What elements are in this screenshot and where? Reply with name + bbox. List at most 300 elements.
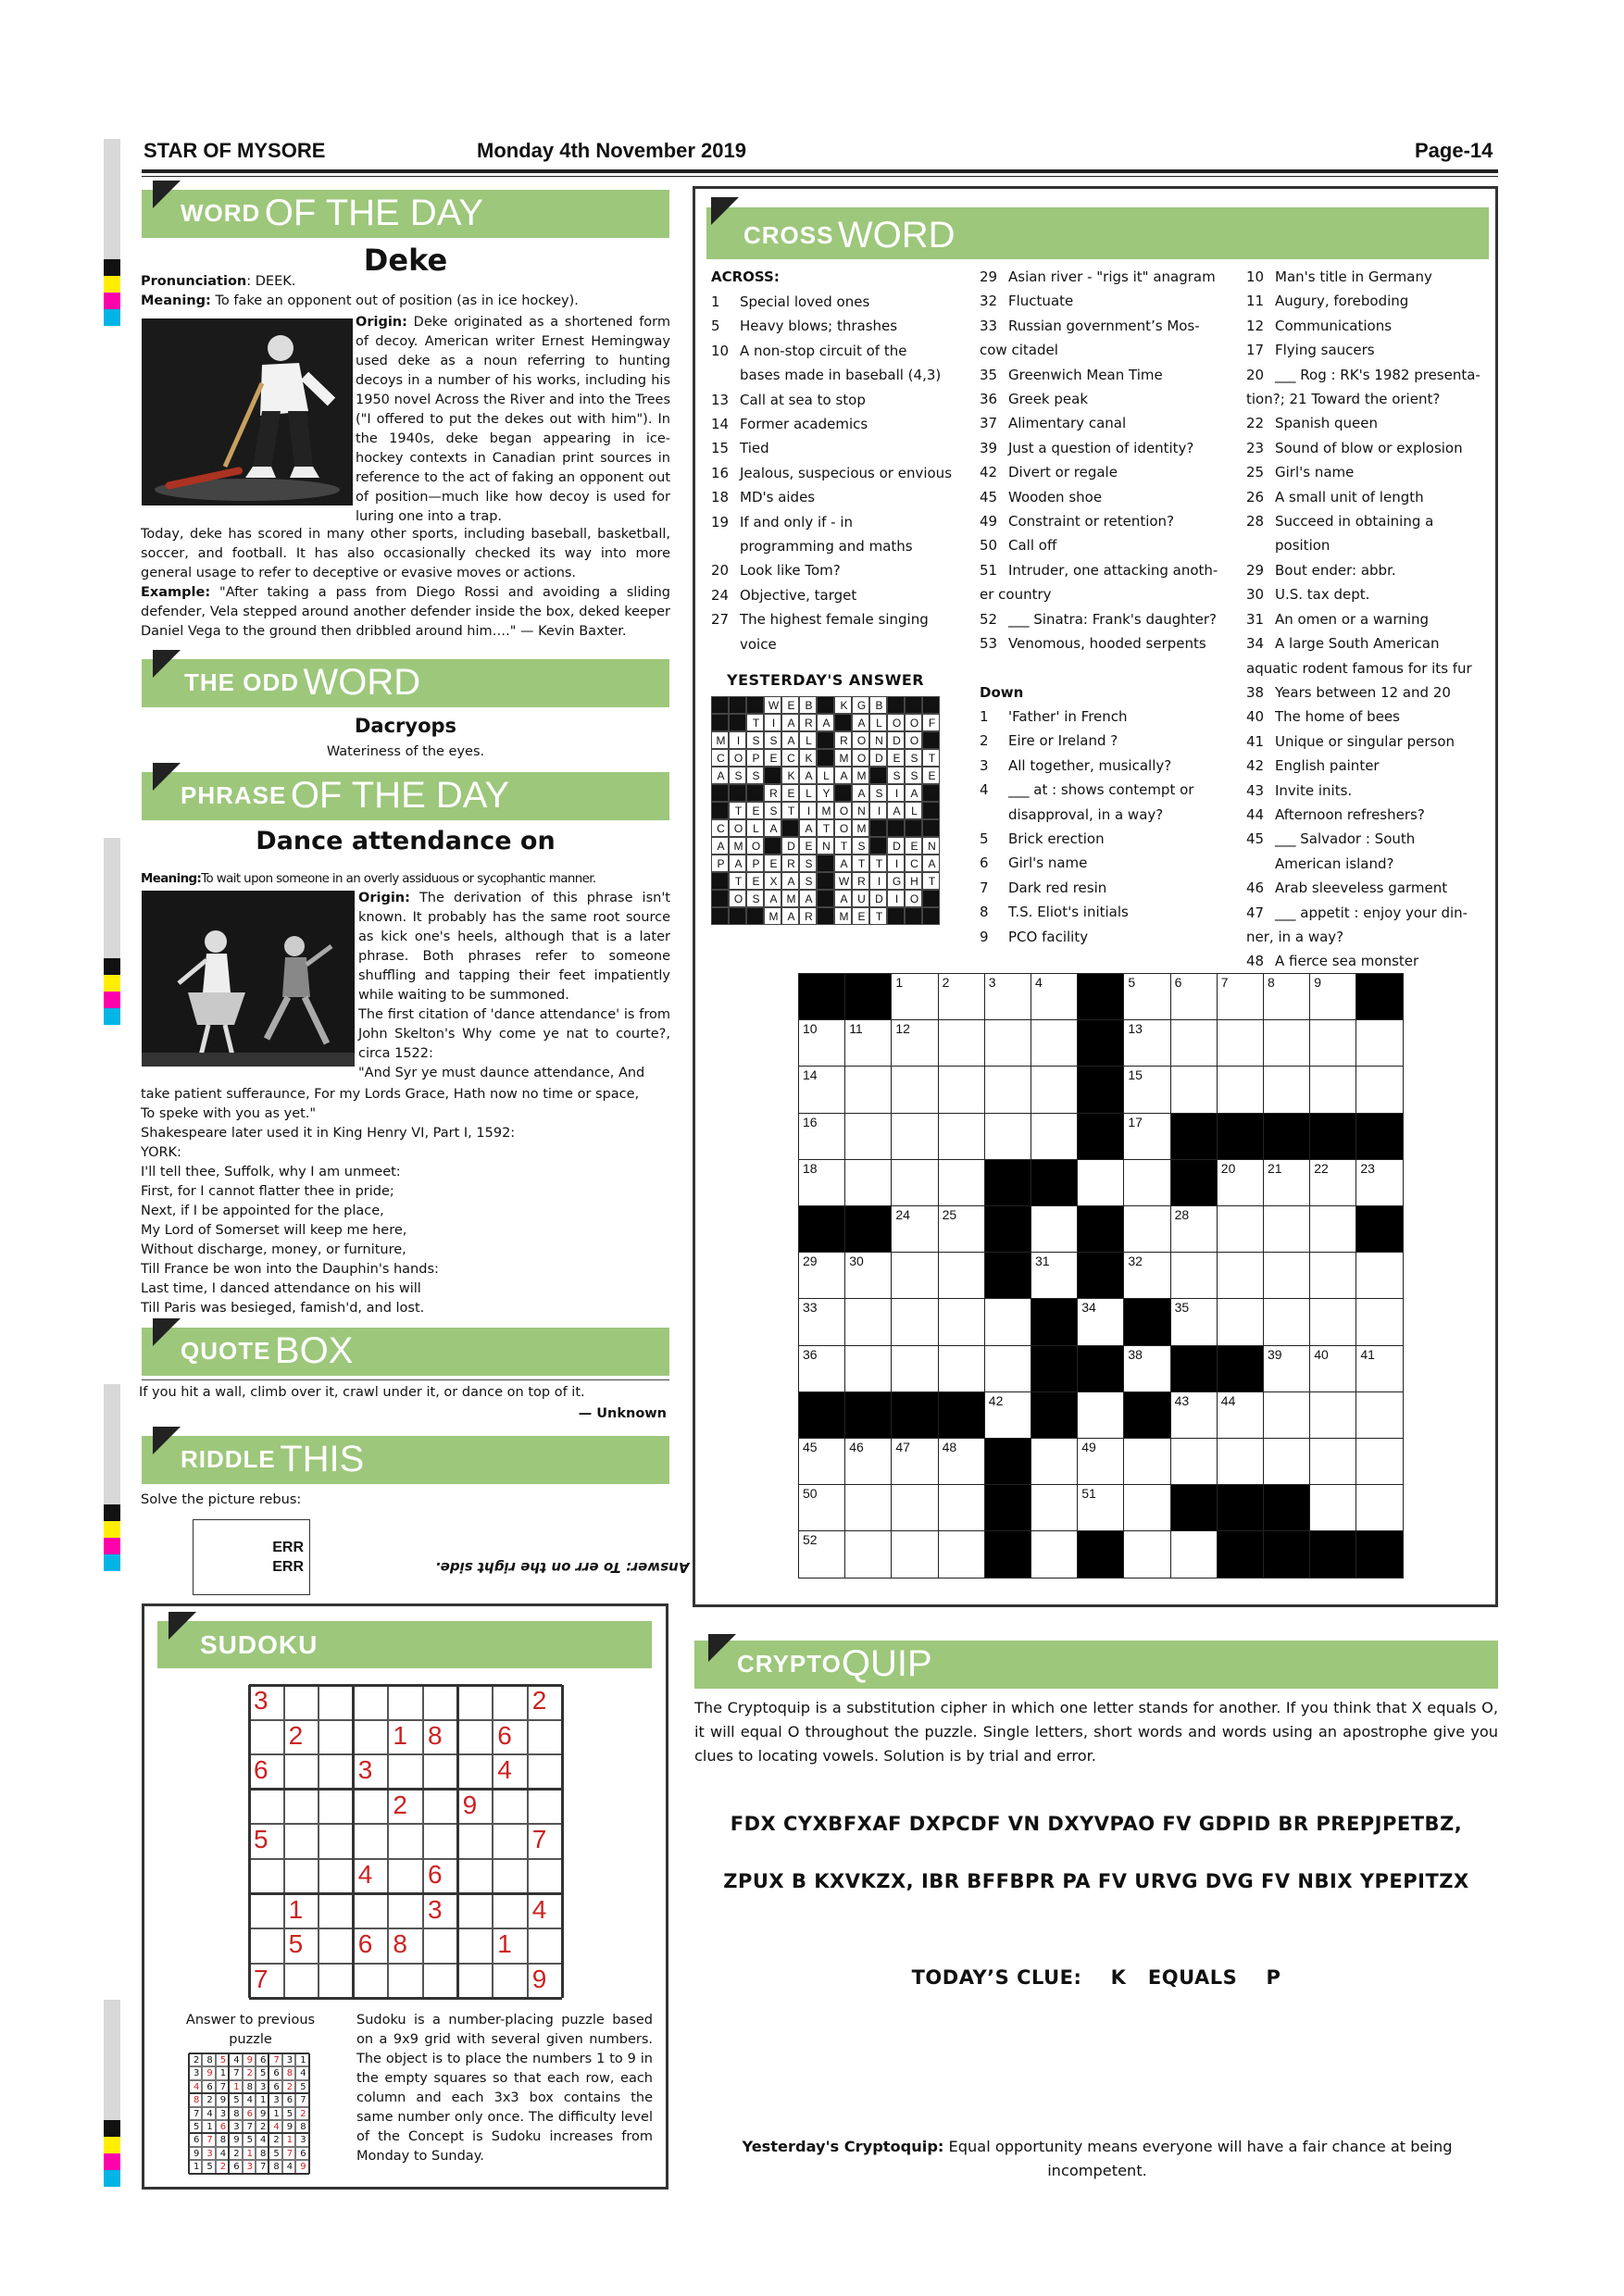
crossword-cell[interactable] — [844, 1113, 892, 1160]
crossword-clue — [980, 754, 1225, 778]
crossword-cell[interactable] — [938, 973, 985, 1020]
yesterday-black-cell — [905, 819, 922, 837]
crossword-cell[interactable] — [798, 1345, 845, 1392]
clue-text: Eire or Ireland ? — [1008, 732, 1118, 750]
crossword-cell[interactable] — [891, 1484, 938, 1531]
sudoku-cell[interactable] — [528, 1894, 563, 1929]
yesterday-cell — [834, 855, 852, 872]
quote-line: Without discharge, money, or furniture, — [141, 1242, 406, 1257]
prev-sudoku-digit: 9 — [246, 2055, 253, 2065]
prev-sudoku-cell — [269, 2160, 281, 2173]
crossword-black-cell — [984, 1484, 1031, 1531]
yesterday-cell — [887, 749, 905, 767]
sudoku-cell[interactable] — [249, 1964, 284, 1999]
crossword-cell[interactable] — [1123, 1345, 1170, 1392]
sudoku-cell[interactable] — [249, 1928, 284, 1964]
sudoku-cell[interactable] — [284, 1720, 319, 1755]
crossword-cell[interactable] — [891, 1530, 938, 1578]
sudoku-cell[interactable] — [284, 1964, 319, 1999]
yesterday-cell — [764, 784, 781, 802]
sudoku-cell[interactable] — [388, 1754, 423, 1790]
crossword-cell[interactable] — [984, 1298, 1031, 1345]
crossword-cell[interactable] — [1217, 1205, 1264, 1253]
crossword-cell[interactable] — [1123, 1019, 1170, 1067]
sudoku-cell[interactable] — [423, 1754, 458, 1790]
color-registration-mark — [104, 2120, 120, 2187]
crossword-cell[interactable] — [1355, 1159, 1403, 1206]
prev-sudoku-cell — [243, 2107, 256, 2120]
sudoku-cell[interactable] — [423, 1928, 458, 1964]
crossword-cell[interactable] — [1263, 1019, 1310, 1067]
clue-text: bases made in baseball (4,3) — [740, 367, 942, 384]
crossword-cell[interactable] — [1170, 1205, 1218, 1253]
crossword-cell[interactable] — [1123, 1066, 1170, 1113]
prev-sudoku-digit: 3 — [246, 2162, 253, 2173]
sudoku-cell[interactable] — [458, 1859, 493, 1894]
crossword-black-cell — [1170, 1159, 1218, 1206]
crossword-cell[interactable] — [938, 1252, 985, 1299]
crossword-cell[interactable] — [1309, 1066, 1356, 1113]
sudoku-cell[interactable] — [528, 1720, 563, 1755]
sudoku-cell[interactable] — [423, 1964, 458, 1999]
crossword-cell[interactable] — [938, 1484, 985, 1531]
sudoku-cell[interactable] — [458, 1754, 493, 1790]
prev-sudoku-digit: 4 — [260, 2135, 267, 2146]
crossword-cell[interactable] — [1170, 1298, 1218, 1345]
yesterday-cell — [905, 890, 922, 907]
crossword-cell[interactable] — [891, 1298, 938, 1345]
sudoku-cell[interactable] — [319, 1894, 354, 1929]
crossword-cell[interactable] — [1263, 973, 1310, 1020]
crossword-cell[interactable] — [1309, 973, 1356, 1020]
crossword-cell[interactable] — [798, 1159, 845, 1206]
crossword-cell[interactable] — [1217, 1066, 1264, 1113]
sudoku-cell[interactable] — [319, 1928, 354, 1964]
crossword-cell[interactable] — [1123, 1530, 1170, 1578]
crossword-clue — [980, 827, 1225, 851]
crossword-cell-number: 38 — [1128, 1346, 1143, 1362]
sudoku-cell[interactable] — [423, 1894, 458, 1929]
crossword-cell[interactable] — [1217, 1252, 1264, 1299]
crossword-cell[interactable] — [938, 1066, 985, 1113]
sudoku-cell[interactable] — [319, 1859, 354, 1894]
crossword-cell[interactable] — [1031, 1484, 1078, 1531]
crossword-cell[interactable] — [1123, 973, 1170, 1020]
sudoku-cell[interactable] — [388, 1790, 423, 1825]
crossword-cell[interactable] — [1031, 973, 1078, 1020]
yesterday-cell — [922, 872, 940, 890]
crossword-cell[interactable] — [1123, 1159, 1170, 1206]
crossword-cell[interactable] — [1217, 973, 1264, 1020]
sudoku-cell[interactable] — [493, 1720, 528, 1755]
yesterday-cell — [746, 890, 764, 907]
yesterday-letter: R — [769, 787, 778, 800]
crossword-cell[interactable] — [844, 1066, 892, 1113]
clue-text: Bout ender: abbr. — [1275, 561, 1396, 579]
sudoku-cell[interactable] — [388, 1824, 423, 1859]
crossword-cell[interactable] — [938, 1205, 985, 1253]
sudoku-cell[interactable] — [249, 1685, 284, 1720]
crossword-cell[interactable] — [891, 1252, 938, 1299]
crossword-cell[interactable] — [891, 1438, 938, 1485]
down-clues-column-3 — [1246, 265, 1489, 974]
crossword-cell[interactable] — [1309, 1484, 1356, 1531]
crossword-cell[interactable] — [1355, 1391, 1403, 1439]
sudoku-cell[interactable] — [423, 1720, 458, 1755]
crossword-cell[interactable] — [938, 1345, 985, 1392]
sudoku-cell[interactable] — [249, 1824, 284, 1859]
sudoku-cell[interactable] — [423, 1859, 458, 1894]
crossword-cell[interactable] — [1170, 1066, 1218, 1113]
sudoku-cell[interactable] — [423, 1824, 458, 1859]
crossword-cell[interactable] — [891, 973, 938, 1020]
sudoku-cell[interactable] — [284, 1928, 319, 1964]
yesterday-letter: O — [856, 734, 867, 747]
sudoku-cell[interactable] — [284, 1859, 319, 1894]
sudoku-cell[interactable] — [319, 1824, 354, 1859]
sudoku-cell[interactable] — [528, 1928, 563, 1964]
crossword-cell[interactable] — [1309, 1345, 1356, 1392]
sudoku-cell[interactable] — [458, 1964, 493, 1999]
yesterday-cell — [834, 890, 852, 907]
crossword-cell[interactable] — [938, 1298, 985, 1345]
sudoku-cell[interactable] — [249, 1754, 284, 1790]
sudoku-cell[interactable] — [249, 1790, 284, 1825]
crossword-cell[interactable] — [1355, 1298, 1403, 1345]
clue-text: ___ Rog : RK's 1982 presenta- — [1275, 366, 1480, 383]
crossword-cell[interactable] — [1355, 1484, 1403, 1531]
crossword-cell[interactable] — [1309, 1205, 1356, 1253]
crossword-cell[interactable] — [938, 1159, 985, 1206]
crossword-black-cell — [844, 973, 892, 1020]
clue-number: 41 — [1246, 732, 1265, 750]
crossword-cell[interactable] — [1355, 1252, 1403, 1299]
sudoku-cell[interactable] — [388, 1720, 423, 1755]
crossword-cell-number: 17 — [1128, 1114, 1143, 1129]
sudoku-cell[interactable] — [388, 1859, 423, 1894]
sudoku-given-digit: 5 — [288, 1929, 304, 1959]
prev-sudoku-cell — [256, 2147, 269, 2160]
crossword-cell[interactable] — [844, 1252, 892, 1299]
sudoku-cell[interactable] — [493, 1928, 528, 1964]
prev-sudoku-digit: 5 — [233, 2095, 240, 2106]
prev-sudoku-digit: 3 — [260, 2081, 267, 2092]
crossword-cell[interactable] — [1031, 1019, 1078, 1067]
yesterday-letter: K — [840, 699, 848, 712]
crossword-cell-number: 51 — [1081, 1486, 1096, 1502]
sudoku-cell[interactable] — [354, 1720, 389, 1755]
sudoku-cell[interactable] — [493, 1859, 528, 1894]
crossword-cell[interactable] — [1263, 1345, 1310, 1392]
sudoku-cell[interactable] — [458, 1824, 493, 1859]
crossword-cell[interactable] — [1031, 1438, 1078, 1485]
crossword-cell[interactable] — [798, 1298, 845, 1345]
sudoku-cell[interactable] — [493, 1824, 528, 1859]
crossword-cell[interactable] — [1123, 1113, 1170, 1160]
crossword-cell[interactable] — [1355, 1019, 1403, 1067]
yesterday-cell — [764, 731, 781, 749]
sudoku-cell[interactable] — [458, 1790, 493, 1825]
crossword-cell[interactable] — [984, 973, 1031, 1020]
prev-sudoku-digit: 4 — [219, 2148, 227, 2159]
sudoku-cell[interactable] — [354, 1685, 389, 1720]
crossword-cell[interactable] — [1263, 1438, 1310, 1485]
sudoku-cell[interactable] — [388, 1894, 423, 1929]
crossword-cell[interactable] — [1077, 1391, 1124, 1439]
sudoku-cell[interactable] — [493, 1754, 528, 1790]
crossword-cell[interactable] — [1309, 1252, 1356, 1299]
yesterday-cell — [887, 802, 905, 819]
prev-sudoku-cell — [243, 2147, 256, 2160]
crossword-cell[interactable] — [891, 1113, 938, 1160]
crossword-cell-number: 42 — [988, 1392, 1004, 1408]
crossword-cell[interactable] — [1031, 1113, 1078, 1160]
yesterday-letter: O — [839, 805, 849, 817]
crossword-cell[interactable] — [1077, 1159, 1124, 1206]
prev-sudoku-cell — [189, 2160, 202, 2173]
crossword-cell[interactable] — [798, 1113, 845, 1160]
crossword-cell[interactable] — [1217, 1159, 1264, 1206]
crossword-cell[interactable] — [984, 1066, 1031, 1113]
crossword-cell[interactable] — [1309, 1391, 1356, 1439]
sudoku-cell[interactable] — [423, 1685, 458, 1720]
yesterday-letter: S — [893, 769, 901, 782]
crossword-cell[interactable] — [1263, 1391, 1310, 1439]
crossword-cell[interactable] — [1170, 1019, 1218, 1067]
yesterday-letter: N — [857, 805, 866, 817]
corner-triangle — [153, 181, 181, 208]
crossword-cell[interactable] — [1123, 1252, 1170, 1299]
sudoku-cell[interactable] — [354, 1824, 389, 1859]
crossword-cell[interactable] — [891, 1066, 938, 1113]
crossword-cell[interactable] — [798, 1484, 845, 1531]
clue-text: Heavy blows; thrashes — [740, 318, 898, 335]
yesterday-cell — [887, 837, 905, 855]
crossword-cell[interactable] — [1077, 1484, 1124, 1531]
yesterday-letter: A — [734, 857, 743, 870]
prev-sudoku-digit: 4 — [206, 2108, 213, 2119]
crossword-cell[interactable] — [798, 1066, 845, 1113]
sudoku-cell[interactable] — [319, 1685, 354, 1720]
crossword-cell[interactable] — [1309, 1159, 1356, 1206]
sudoku-cell[interactable] — [528, 1824, 563, 1859]
sudoku-cell[interactable] — [249, 1859, 284, 1894]
crossword-cell[interactable] — [1123, 1205, 1170, 1253]
prev-sudoku-box-line — [308, 2053, 310, 2174]
yesterday-letter: I — [736, 734, 741, 747]
crossword-cell[interactable] — [938, 1438, 985, 1485]
yesterday-letter: E — [910, 840, 918, 853]
crossword-black-cell — [891, 1391, 938, 1439]
yesterday-letter: S — [805, 857, 813, 870]
clue-text: The home of bees — [1275, 708, 1400, 726]
crossword-cell[interactable] — [1170, 973, 1218, 1020]
yesterday-cell — [887, 890, 905, 907]
sudoku-cell[interactable] — [284, 1824, 319, 1859]
crossword-cell[interactable] — [844, 1019, 892, 1067]
crossword-cell[interactable] — [844, 1298, 892, 1345]
sudoku-cell[interactable] — [458, 1894, 493, 1929]
crossword-cell[interactable] — [984, 1019, 1031, 1067]
crossword-cell[interactable] — [1263, 1252, 1310, 1299]
yesterday-letter: I — [806, 805, 811, 817]
crossword-black-cell — [798, 1391, 845, 1439]
crossword-cell[interactable] — [1217, 1298, 1264, 1345]
crossword-cell[interactable] — [1170, 1391, 1218, 1439]
crossword-cell[interactable] — [938, 1113, 985, 1160]
crossword-cell[interactable] — [1355, 1066, 1403, 1113]
prev-sudoku-digit: 1 — [219, 2068, 227, 2079]
crossword-cell[interactable] — [1170, 1438, 1218, 1485]
crossword-cell[interactable] — [798, 1252, 845, 1299]
sudoku-cell[interactable] — [493, 1964, 528, 1999]
sudoku-cell[interactable] — [528, 1859, 563, 1894]
crossword-cell[interactable] — [1031, 1530, 1078, 1578]
yesterday-letter: S — [734, 769, 743, 782]
sudoku-cell[interactable] — [354, 1859, 389, 1894]
yesterday-letter: E — [893, 752, 901, 765]
sudoku-cell[interactable] — [493, 1894, 528, 1929]
crossword-cell[interactable] — [844, 1484, 892, 1531]
sudoku-cell[interactable] — [354, 1964, 389, 1999]
yesterday-letter: A — [805, 892, 813, 905]
sudoku-cell[interactable] — [354, 1928, 389, 1964]
sudoku-given-digit: 6 — [497, 1720, 512, 1750]
sudoku-cell[interactable] — [249, 1894, 284, 1929]
crossword-cell[interactable] — [1170, 1252, 1218, 1299]
sudoku-cell[interactable] — [354, 1754, 389, 1790]
crossword-cell[interactable] — [1170, 1530, 1218, 1578]
crossword-cell[interactable] — [891, 1345, 938, 1392]
prev-sudoku-digit: 9 — [233, 2135, 240, 2146]
crossword-cell[interactable] — [1309, 1019, 1356, 1067]
clue-text: Look like Tom? — [740, 562, 841, 580]
sudoku-cell[interactable] — [458, 1720, 493, 1755]
crossword-cell[interactable] — [1217, 1438, 1264, 1485]
crossword-cell[interactable] — [798, 1019, 845, 1067]
crossword-black-cell — [1263, 1113, 1310, 1160]
crossword-cell[interactable] — [984, 1113, 1031, 1160]
crossword-cell[interactable] — [1263, 1159, 1310, 1206]
crossword-grid[interactable] — [798, 973, 1403, 1578]
sudoku-cell[interactable] — [493, 1790, 528, 1825]
crossword-cell[interactable] — [798, 1530, 845, 1578]
crossword-cell[interactable] — [891, 1019, 938, 1067]
crossword-cell[interactable] — [1123, 1438, 1170, 1485]
crossword-cell[interactable] — [1263, 1205, 1310, 1253]
sudoku-cell[interactable] — [284, 1685, 319, 1720]
crossword-cell[interactable] — [1031, 1066, 1078, 1113]
prev-sudoku-box-line — [189, 2173, 309, 2175]
crossword-cell[interactable] — [844, 1159, 892, 1206]
yesterday-cell — [799, 872, 817, 890]
crossword-cell[interactable] — [1077, 1298, 1124, 1345]
sudoku-cell[interactable] — [319, 1964, 354, 1999]
crossword-cell[interactable] — [798, 1438, 845, 1485]
crossword-cell[interactable] — [1077, 1438, 1124, 1485]
crossword-cell[interactable] — [1263, 1066, 1310, 1113]
sudoku-cell[interactable] — [423, 1790, 458, 1825]
clue-text: A small unit of length — [1275, 488, 1424, 505]
sudoku-cell[interactable] — [528, 1790, 563, 1825]
clue-number: 20 — [711, 562, 730, 580]
clue-text: ___ Salvador : South — [1275, 830, 1416, 848]
sudoku-cell[interactable] — [319, 1790, 354, 1825]
sudoku-cell[interactable] — [354, 1894, 389, 1929]
crossword-cell[interactable] — [938, 1530, 985, 1578]
crossword-cell[interactable] — [1355, 1438, 1403, 1485]
yesterday-black-cell — [817, 872, 834, 890]
prev-sudoku-digit: 2 — [273, 2135, 280, 2146]
crossword-cell[interactable] — [984, 1345, 1031, 1392]
crossword-cell[interactable] — [938, 1019, 985, 1067]
yesterday-letter: G — [892, 875, 902, 888]
yesterday-cell — [764, 749, 781, 767]
sudoku-cell[interactable] — [493, 1685, 528, 1720]
yesterday-cell — [764, 714, 781, 731]
sudoku-cell[interactable] — [354, 1790, 389, 1825]
sudoku-cell[interactable] — [458, 1685, 493, 1720]
yesterday-letter: O — [909, 892, 919, 905]
crossword-cell[interactable] — [984, 1391, 1031, 1439]
crossword-cell[interactable] — [844, 1530, 892, 1578]
crossword-cell[interactable] — [1309, 1438, 1356, 1485]
sudoku-cell[interactable] — [528, 1685, 563, 1720]
sudoku-cell[interactable] — [319, 1720, 354, 1755]
yesterday-black-cell — [869, 767, 887, 784]
sudoku-cell[interactable] — [388, 1928, 423, 1964]
crossword-cell[interactable] — [1309, 1298, 1356, 1345]
clue-text: A non-stop circuit of the — [740, 342, 907, 359]
clue-number: 27 — [711, 611, 730, 629]
yesterday-black-cell — [922, 696, 940, 714]
crossword-cell[interactable] — [1217, 1391, 1264, 1439]
crossword-cell[interactable] — [1355, 1345, 1403, 1392]
crossword-cell[interactable] — [891, 1205, 938, 1253]
yesterday-letter: S — [769, 734, 778, 747]
crossword-cell[interactable] — [1031, 1205, 1078, 1253]
crossword-clue — [711, 461, 956, 485]
yesterday-letter: A — [717, 840, 725, 853]
crossword-cell[interactable] — [1263, 1298, 1310, 1345]
crossword-cell[interactable] — [844, 1438, 892, 1485]
crossword-cell[interactable] — [891, 1159, 938, 1206]
crossword-cell-number: 16 — [803, 1114, 818, 1129]
crossword-cell-number: 15 — [1128, 1067, 1143, 1083]
crossword-black-cell — [1170, 1345, 1218, 1392]
clue-number: 40 — [1246, 708, 1265, 726]
clue-number: 10 — [711, 342, 730, 359]
yesterday-letter: A — [769, 822, 778, 835]
sudoku-cell[interactable] — [528, 1964, 563, 1999]
sudoku-cell[interactable] — [284, 1790, 319, 1825]
sudoku-cell[interactable] — [458, 1928, 493, 1964]
crossword-black-cell — [1031, 1345, 1078, 1392]
sudoku-cell[interactable] — [249, 1720, 284, 1755]
yesterday-cell — [852, 855, 869, 872]
sudoku-cell[interactable] — [284, 1754, 319, 1790]
sudoku-cell[interactable] — [388, 1964, 423, 1999]
sudoku-cell[interactable] — [388, 1685, 423, 1720]
crossword-cell[interactable] — [1123, 1484, 1170, 1531]
sudoku-cell[interactable] — [284, 1894, 319, 1929]
crossword-cell[interactable] — [1031, 1252, 1078, 1299]
crossword-cell[interactable] — [844, 1345, 892, 1392]
word-pronunciation: Pronunciation: DEEK. Meaning: To fake an opponent out of position (as in ice hockey). — [141, 274, 579, 308]
crossword-cell[interactable] — [1217, 1019, 1264, 1067]
sudoku-cell[interactable] — [319, 1754, 354, 1790]
sudoku-cell[interactable] — [528, 1754, 563, 1790]
